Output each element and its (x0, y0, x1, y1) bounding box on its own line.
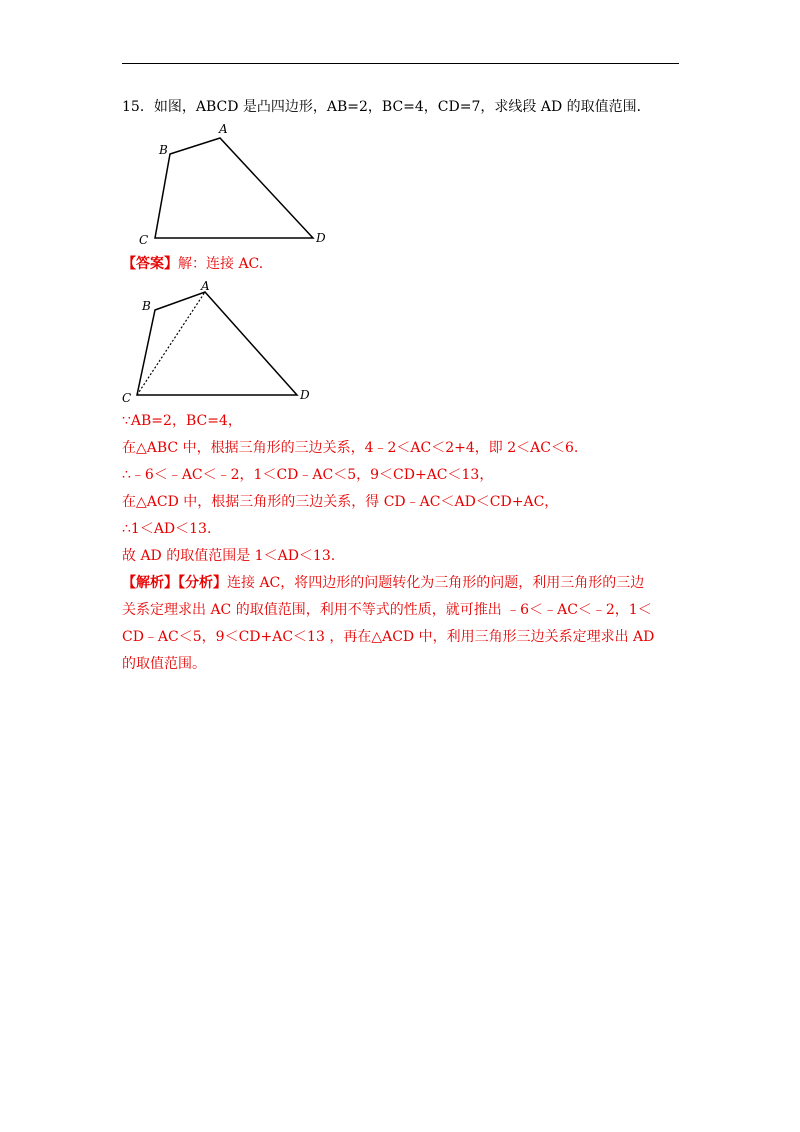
label-c: C (139, 233, 149, 247)
analysis-line: 关系定理求出 AC 的取值范围，利用不等式的性质，就可推出 ﹣6＜﹣AC＜﹣2，1＜ (122, 602, 652, 618)
answer-line: 在△ABC 中，根据三角形的三边关系，4﹣2＜AC＜2+4，即 2＜AC＜6. (122, 440, 579, 456)
answer-line: 在△ACD 中，根据三角形的三边关系，得 CD﹣AC＜AD＜CD+AC， (122, 494, 559, 510)
label-a: A (219, 122, 228, 136)
analysis-line-1 (122, 573, 644, 593)
answer-line: ∴﹣6＜﹣AC＜﹣2，1＜CD﹣AC＜5，9＜CD+AC＜13， (122, 467, 494, 483)
question-number: 15． (122, 99, 154, 115)
analysis-text: 连接 AC，将四边形的问题转化为三角形的问题，利用三角形的三边 (227, 575, 645, 591)
figure-with-diagonal (115, 278, 325, 408)
label-c-2: C (122, 391, 132, 405)
label-d: D (316, 231, 326, 245)
answer-line: 故 AD 的取值范围是 1＜AD＜13. (122, 548, 336, 564)
question-text: 如图，ABCD 是凸四边形，AB=2，BC=4，CD=7，求线段 AD 的取值范围． (153, 99, 651, 115)
answer-line: ∴1＜AD＜13. (122, 521, 212, 537)
figure-quadrilateral (130, 118, 340, 248)
answer-line: ∵AB=2，BC=4， (122, 413, 242, 429)
quadrilateral-abcd-2 (137, 292, 297, 395)
question-15 (122, 96, 651, 116)
quadrilateral-abcd (155, 138, 313, 238)
answer-intro (122, 254, 263, 274)
answer-tag: 【答案】 (122, 256, 178, 272)
label-d-2: D (300, 388, 310, 402)
analysis-line: CD﹣AC＜5，9＜CD+AC＜13 ，再在△ACD 中，利用三角形三边关系定理求出 AD (122, 629, 655, 645)
analysis-line: 的取值范围。 (122, 656, 206, 672)
analysis-tag: 【解析】【分析】 (122, 575, 227, 591)
label-a-2: A (201, 279, 210, 293)
label-b-2: B (142, 299, 151, 313)
header-rule (122, 63, 679, 64)
label-b: B (159, 143, 168, 157)
answer-intro-text: 解：连接 AC. (178, 256, 264, 272)
